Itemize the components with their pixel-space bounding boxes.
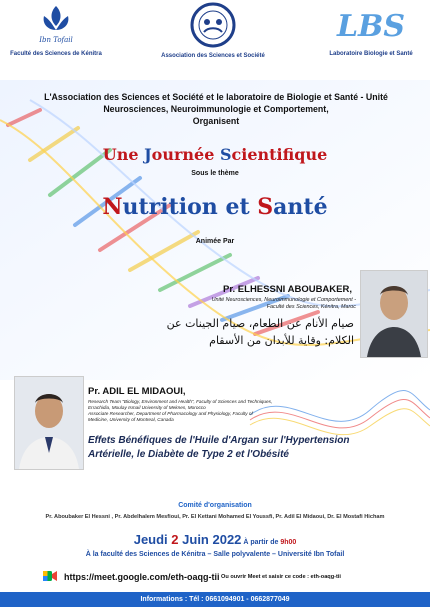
lab-logo: [318, 2, 424, 57]
speaker-2-affiliation: Research Team "Biology, Environment and Health", Faculty of Sciences and Techniques, Errachidia, Moulay Ismail University of Meknes, Morocco Associate Researcher, Department of Pharmacology and Physiology, Faculty of Medicine, University of Montreal, Canada: [88, 399, 273, 423]
person-icon: [361, 271, 427, 357]
speaker-1-name: Pr. ELHESSNI ABOUBAKER,: [223, 284, 352, 295]
faculty-caption: Faculté des Sciences de Kénitra: [10, 51, 102, 57]
meet-link[interactable]: https://meet.google.com/eth-oaqg-tii: [64, 572, 220, 582]
event-theme: Nutrition et Santé: [102, 194, 328, 220]
intro-line-3: Organisent: [192, 115, 240, 126]
committee-title: Comité d'organisation: [178, 502, 252, 509]
person-icon: [15, 377, 83, 469]
organizers-intro: [18, 92, 414, 128]
event-location: À la faculté des Sciences de Kénitra – Salle polyvalente – Université Ibn Tofail: [85, 551, 345, 558]
association-caption: Association des Sciences et Société: [161, 53, 265, 59]
speaker-1-talk-title: صيام الأنام عن الطعام، صيام الجينات عن الكلام: وقاية للأبدان من الأسقام: [166, 317, 354, 347]
hosted-by-label: Animée Par: [195, 238, 235, 245]
event-date: Jeudi 2 Juin 2022 À partir de 9h00: [133, 532, 297, 547]
lab-emblem-icon: [336, 2, 406, 46]
speaker-2-talk-title: Effets Bénéfiques de l'Huile d'Argan sur l'Hypertension Artérielle, le Diabète de Type 2 et l'Obésité: [88, 435, 350, 460]
association-seal-icon: [190, 2, 236, 48]
committee-members: Pr. Aboubaker El Hessni , Pr. Abdelhalem Mesfioui, Pr. El Kettani Mohamed El Youssfi, Pr. Adil El Midaoui, Dr. El Mostafi Hicham: [45, 514, 385, 520]
logo-script-text: Ibn Tofail: [39, 36, 73, 44]
google-meet-icon: [43, 570, 57, 582]
speaker-1-affiliation: Unité Neurosciences, Neuroimmunologie et Comportement - Faculté des Sciences, Kénitra, Maroc: [211, 297, 356, 311]
event-title: Une Journée Scientifique: [102, 145, 328, 164]
speaker-1-photo: [360, 270, 428, 358]
faculty-logo: [6, 2, 106, 57]
association-logo: [158, 2, 268, 59]
faculty-emblem-icon: [26, 2, 86, 46]
intro-line-1: L'Association des Sciences et Société et le laboratoire de Biologie et Santé - Unité: [44, 92, 388, 102]
speaker-2-photo: [14, 376, 84, 470]
lab-mark-text: LBS: [336, 9, 406, 44]
lab-caption: Laboratoire Biologie et Santé: [329, 51, 413, 57]
theme-label: Sous le thème: [191, 170, 239, 177]
speaker-2-name: Pr. ADIL EL MIDAOUI,: [88, 386, 186, 397]
intro-line-2: Neurosciences, Neuroimmunologie et Comportement,: [103, 103, 329, 114]
info-bar: Informations : Tél : 0661094901 - 0662877049: [0, 592, 430, 607]
meet-code-note: Ou ouvrir Meet et saisir ce code : eth-oaqg-tii: [221, 574, 341, 580]
